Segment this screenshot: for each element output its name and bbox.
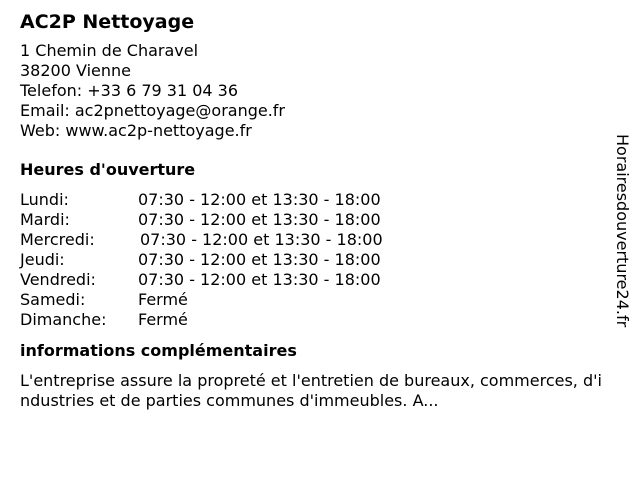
hours-row-wednesday bbox=[20, 230, 600, 250]
hours-row-tuesday bbox=[20, 210, 600, 230]
day-hours: 07:30 - 12:00 et 13:30 - 18:00 bbox=[138, 190, 381, 209]
address-street: 1 Chemin de Charavel bbox=[20, 41, 199, 60]
hours-row-monday bbox=[20, 190, 600, 210]
day-label: Dimanche: bbox=[20, 310, 107, 329]
opening-hours-table bbox=[20, 190, 600, 330]
day-hours: Fermé bbox=[138, 290, 188, 309]
info-description: L'entreprise assure la propreté et l'entretien de bureaux, commerces, d'industries et de parties communes d'immeubles. A... bbox=[20, 371, 602, 410]
day-label: Samedi: bbox=[20, 290, 86, 309]
business-name: AC2P Nettoyage bbox=[20, 11, 195, 33]
day-hours: 07:30 - 12:00 et 13:30 - 18:00 bbox=[138, 250, 381, 269]
day-hours: 07:30 - 12:00 et 13:30 - 18:00 bbox=[140, 230, 383, 249]
hours-row-thursday bbox=[20, 250, 600, 270]
info-heading: informations complémentaires bbox=[20, 341, 297, 360]
day-label: Lundi: bbox=[20, 190, 69, 209]
day-hours: 07:30 - 12:00 et 13:30 - 18:00 bbox=[138, 270, 381, 289]
hours-heading: Heures d'ouverture bbox=[20, 160, 196, 179]
phone-text: Telefon: +33 6 79 31 04 36 bbox=[20, 81, 239, 100]
address-city: 38200 Vienne bbox=[20, 61, 131, 80]
day-label: Jeudi: bbox=[20, 250, 65, 269]
day-label: Vendredi: bbox=[20, 270, 96, 289]
hours-row-sunday bbox=[20, 310, 600, 330]
day-label: Mardi: bbox=[20, 210, 70, 229]
day-label: Mercredi: bbox=[20, 230, 95, 249]
contact-block bbox=[20, 41, 600, 141]
website-text: Web: www.ac2p-nettoyage.fr bbox=[20, 121, 252, 140]
business-card bbox=[20, 10, 600, 411]
hours-row-friday bbox=[20, 270, 600, 290]
day-hours: Fermé bbox=[138, 310, 188, 329]
day-hours: 07:30 - 12:00 et 13:30 - 18:00 bbox=[138, 210, 381, 229]
hours-row-saturday bbox=[20, 290, 600, 310]
email-text: Email: ac2pnettoyage@orange.fr bbox=[20, 101, 286, 120]
site-brand-vertical[interactable]: Horairesdouverture24.fr bbox=[613, 134, 632, 328]
